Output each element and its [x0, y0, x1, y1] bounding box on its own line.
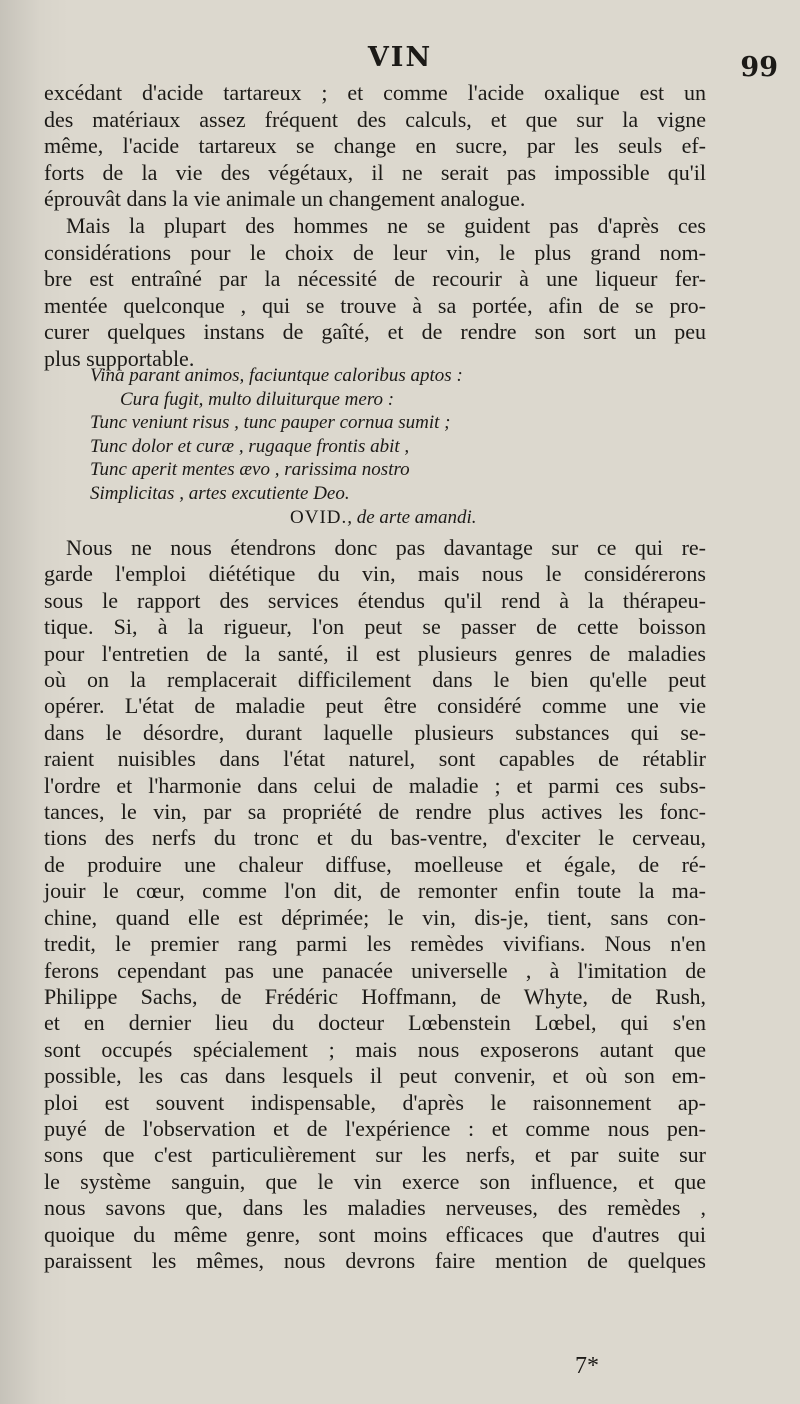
- text-line: Philippe Sachs, de Frédéric Hoffmann, de Whyte, de Rush,: [44, 983, 706, 1009]
- text-line: nous savons que, dans les maladies nerveuses, des remèdes ,: [44, 1195, 706, 1221]
- text-line: bre est entraîné par la nécessité de recourir à une liqueur fer-: [44, 266, 706, 292]
- text-line: tredit, le premier rang parmi les remèdes vivifians. Nous n'en: [44, 931, 706, 957]
- text-line: jouir le cœur, comme l'on dit, de remonter enfin toute la ma-: [44, 878, 706, 904]
- attribution-work: , de arte amandi.: [347, 506, 477, 528]
- text-line: dans le désordre, durant laquelle plusieurs substances qui se-: [44, 719, 706, 745]
- text-line: puyé de l'observation et de l'expérience : et comme nous pen-: [44, 1115, 706, 1141]
- latin-verse-quotation: [90, 364, 650, 529]
- verse-line: Vina parant animos, faciuntque caloribus aptos :: [90, 365, 463, 386]
- text-line: ferons cependant pas une panacée universelle , à l'imitation de: [44, 957, 706, 983]
- text-line: de produire une chaleur diffuse, moelleuse et égale, de ré-: [44, 851, 706, 877]
- text-line: le système sanguin, que le vin exerce son influence, et que: [44, 1168, 706, 1194]
- text-line: même, l'acide tartareux se change en sucre, par les seuls ef-: [44, 133, 706, 159]
- verse-line: Simplicitas , artes excutiente Deo.: [90, 482, 350, 504]
- text-line: chine, quand elle est déprimée; le vin, dis-je, tient, sans con-: [44, 904, 706, 930]
- text-line: forts de la vie des végétaux, il ne serait pas impossible qu'il: [44, 159, 706, 185]
- text-line: possible, les cas dans lesquels il peut convenir, et où son em-: [44, 1063, 706, 1089]
- opening-paragraphs: [44, 80, 706, 373]
- text-line: sons que c'est particulièrement sur les nerfs, et par suite sur: [44, 1142, 706, 1168]
- verse-line: Cura fugit, multo diluiturque mero :: [120, 388, 395, 410]
- verse-line: Tunc dolor et curæ , rugaque frontis abit ,: [90, 435, 410, 457]
- text-line: tances, le vin, par sa propriété de rendre plus actives les fonc-: [44, 799, 706, 825]
- text-line: mentée quelconque , qui se trouve à sa portée, afin de se pro-: [44, 292, 706, 318]
- quotation-attribution: [90, 506, 650, 530]
- signature-mark: 7*: [575, 1353, 599, 1379]
- text-line: Nous ne nous étendrons donc pas davantage sur ce qui re-: [66, 535, 706, 560]
- text-line: tique. Si, à la rigueur, l'on peut se passer de cette boisson: [44, 614, 706, 640]
- text-line: l'ordre et l'harmonie dans celui de maladie ; et parmi ces subs-: [44, 772, 706, 798]
- text-line: plus supportable.: [44, 345, 195, 371]
- text-line: et en dernier lieu du docteur Lœbenstein Lœbel, qui s'en: [44, 1010, 706, 1036]
- text-line: curer quelques instans de gaîté, et de rendre son sort un peu: [44, 319, 706, 345]
- verse-line: Tunc veniunt risus , tunc pauper cornua sumit ;: [90, 412, 451, 434]
- text-line: excédant d'acide tartareux ; et comme l'acide oxalique est un: [44, 80, 706, 105]
- text-line: raient nuisibles dans l'état naturel, sont capables de rétablir: [44, 746, 706, 772]
- text-line: des matériaux assez fréquent des calculs, et que sur la vigne: [44, 106, 706, 132]
- text-line: éprouvât dans la vie animale un changement analogue.: [44, 186, 526, 212]
- text-line: quoique du même genre, sont moins efficaces que d'autres qui: [44, 1221, 706, 1247]
- attribution-author: OVID.: [290, 506, 348, 528]
- page-number: 99: [740, 52, 778, 83]
- running-head: VIN: [367, 42, 433, 73]
- text-line: opérer. L'état de maladie peut être considéré comme une vie: [44, 693, 706, 719]
- text-line: Mais la plupart des hommes ne se guident pas d'après ces: [66, 212, 706, 238]
- text-line: pour l'entretien de la santé, il est plusieurs genres de maladies: [44, 640, 706, 666]
- text-line: ploi est souvent indispensable, d'après le raisonnement ap-: [44, 1089, 706, 1115]
- text-line: tions des nerfs du tronc et du bas-ventre, d'exciter le cerveau,: [44, 825, 706, 851]
- text-line: garde l'emploi diététique du vin, mais nous le considérerons: [44, 561, 706, 587]
- text-line: paraissent les mêmes, nous devrons faire mention de quelques: [44, 1247, 706, 1273]
- text-line: où on la remplacerait difficilement dans le bien qu'elle peut: [44, 667, 706, 693]
- main-paragraph: [44, 535, 706, 1274]
- text-line: considérations pour le choix de leur vin, le plus grand nom-: [44, 239, 706, 265]
- text-line: sont occupés spécialement ; mais nous exposerons autant que: [44, 1036, 706, 1062]
- verse-line: Tunc aperit mentes ævo , rarissima nostro: [90, 459, 410, 481]
- text-line: sous le rapport des services étendus qu'il rend à la thérapeu-: [44, 587, 706, 613]
- page-header: [0, 42, 800, 82]
